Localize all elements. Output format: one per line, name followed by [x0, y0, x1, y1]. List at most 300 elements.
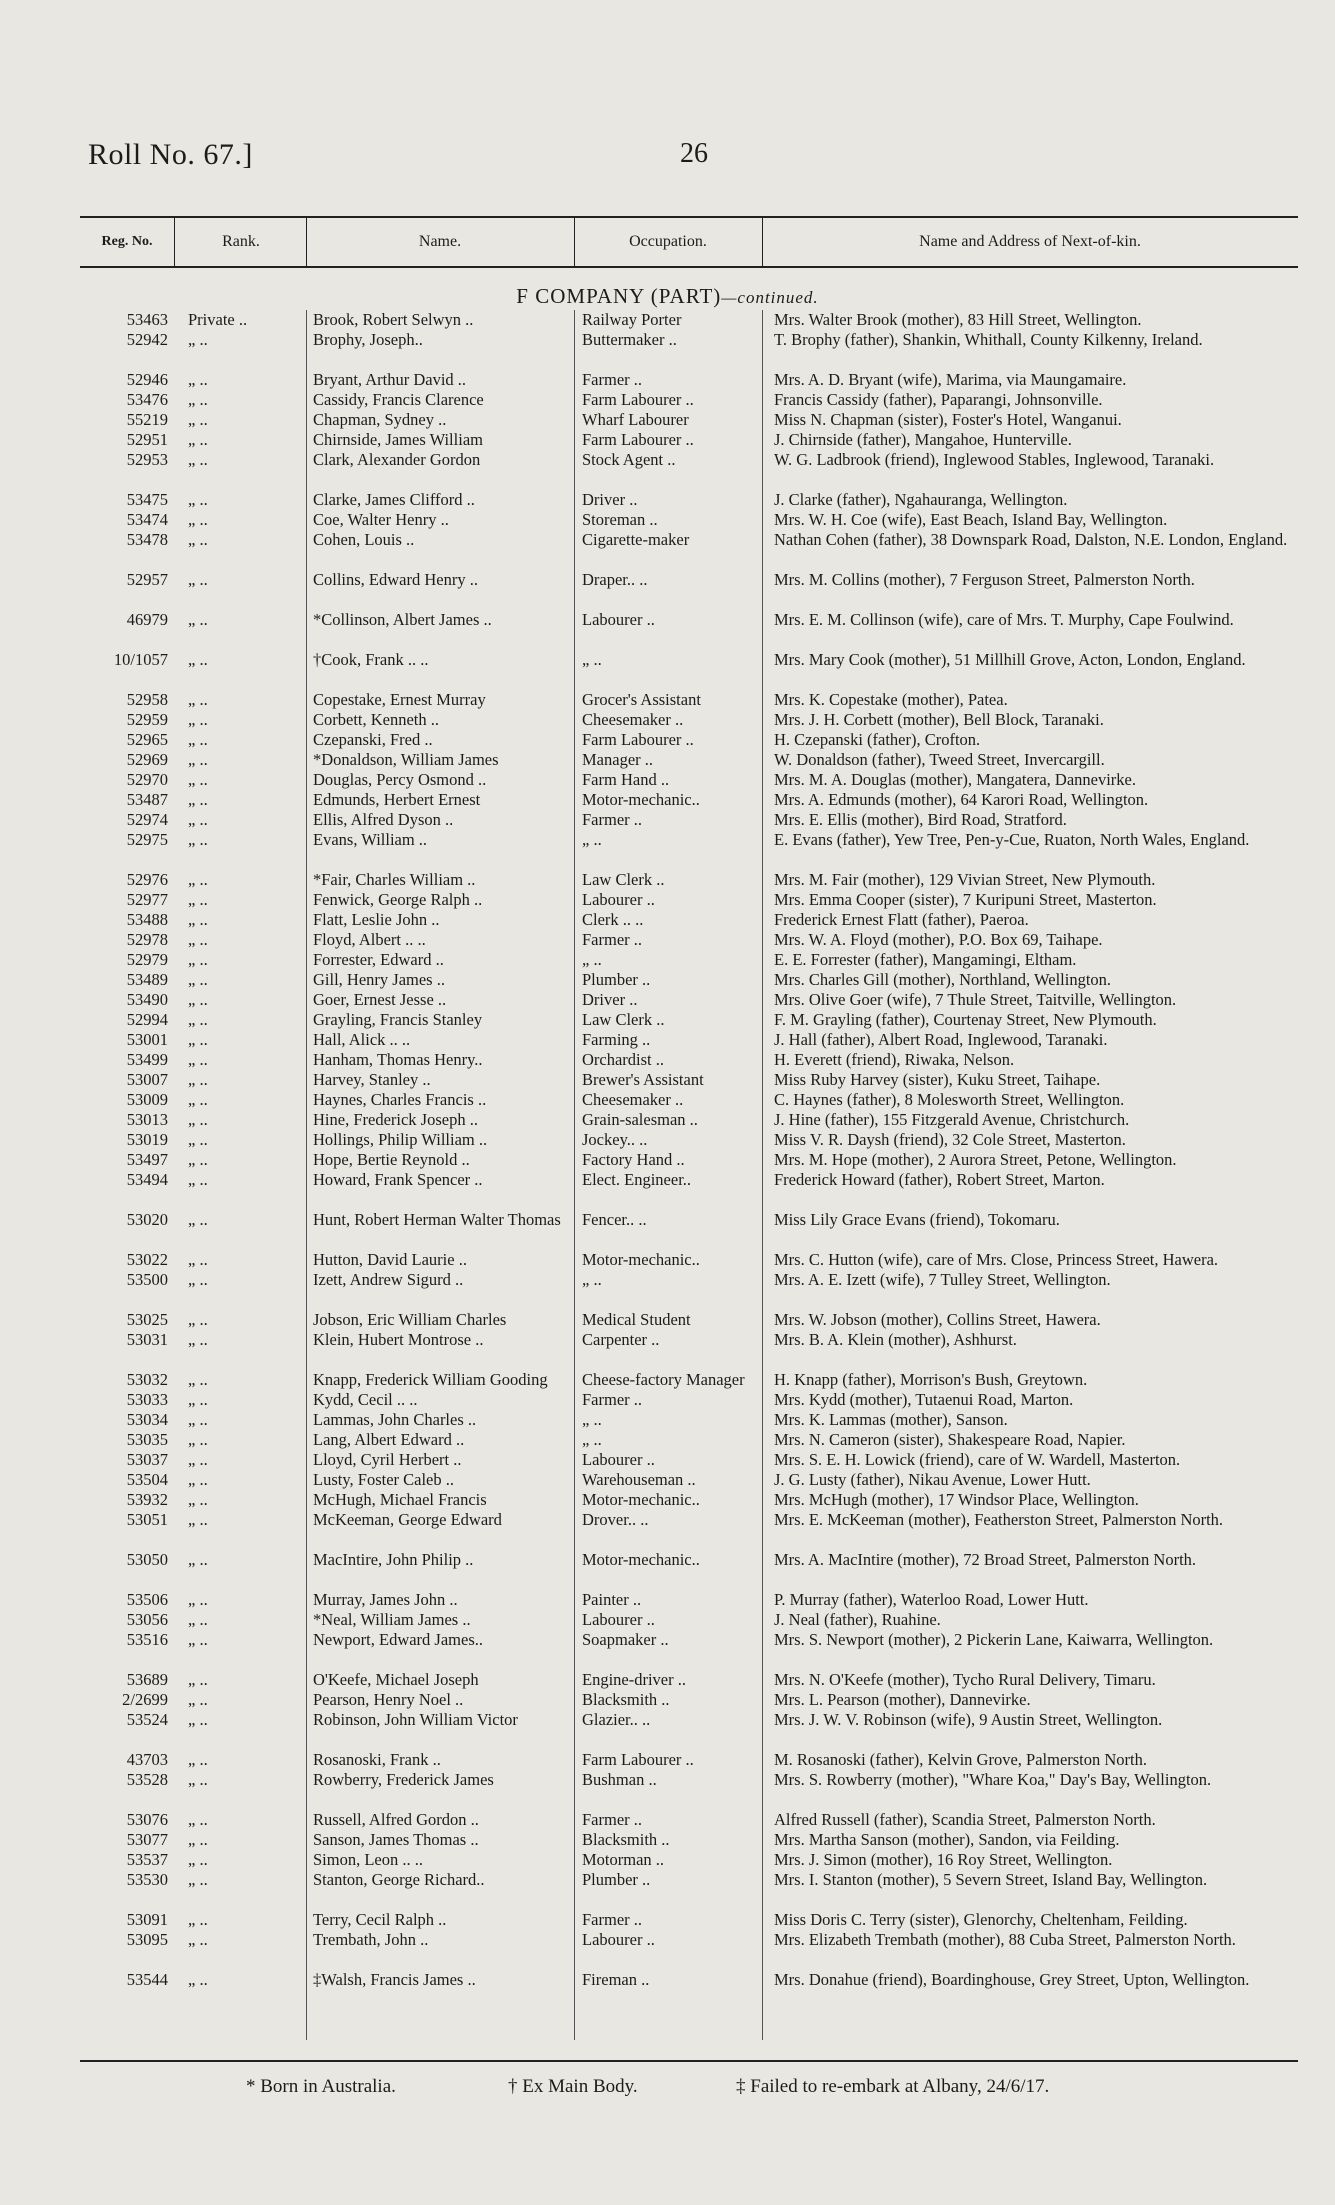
reg-no-cell: 52976 [126, 870, 168, 889]
rank-cell: „ .. [188, 390, 208, 409]
next-of-kin-cell: H. Knapp (father), Morrison's Bush, Greytown. [774, 1370, 1088, 1389]
rank-cell: „ .. [188, 1090, 208, 1109]
reg-no-cell: 53500 [126, 1270, 168, 1289]
next-of-kin-cell: Mrs. S. Rowberry (mother), "Whare Koa," Day's Bay, Wellington. [774, 1770, 1212, 1789]
name-cell: Douglas, Percy Osmond .. [313, 770, 487, 789]
table-row [80, 870, 1298, 890]
next-of-kin-cell: Mrs. S. Newport (mother), 2 Pickerin Lane, Kaiwarra, Wellington. [774, 1630, 1214, 1649]
rank-cell: „ .. [188, 610, 208, 629]
reg-no-cell: 2/2699 [122, 1690, 168, 1709]
next-of-kin-cell: Mrs. S. E. H. Lowick (friend), care of W. Wardell, Masterton. [774, 1450, 1181, 1469]
next-of-kin-cell: Miss Ruby Harvey (sister), Kuku Street, Taihape. [774, 1070, 1101, 1089]
reg-no-cell: 53494 [126, 1170, 168, 1189]
reg-no-cell: 53474 [126, 510, 168, 529]
occupation-cell: Engine-driver .. [582, 1670, 687, 1689]
reg-no-cell: 53488 [126, 910, 168, 929]
rank-cell: „ .. [188, 450, 208, 469]
name-cell: Fenwick, George Ralph .. [313, 890, 483, 909]
rank-cell: „ .. [188, 1050, 208, 1069]
reg-no-cell: 43703 [126, 1750, 168, 1769]
next-of-kin-cell: Mrs. Charles Gill (mother), Northland, Wellington. [774, 970, 1112, 989]
rank-cell: „ .. [188, 1150, 208, 1169]
table-row [80, 1870, 1298, 1910]
occupation-cell: Law Clerk .. [582, 1010, 665, 1029]
occupation-cell: Farmer .. [582, 810, 643, 829]
rank-cell: „ .. [188, 1110, 208, 1129]
table-row [80, 1410, 1298, 1430]
next-of-kin-cell: Miss N. Chapman (sister), Foster's Hotel, Wanganui. [774, 410, 1122, 429]
next-of-kin-cell: Frederick Ernest Flatt (father), Paeroa. [774, 910, 1029, 929]
next-of-kin-cell: Mrs. B. A. Klein (mother), Ashhurst. [774, 1330, 1017, 1349]
occupation-cell: Railway Porter [582, 310, 682, 329]
next-of-kin-cell: Mrs. A. Edmunds (mother), 64 Karori Road, Wellington. [774, 790, 1149, 809]
rank-cell: „ .. [188, 1590, 208, 1609]
rank-cell: „ .. [188, 1170, 208, 1189]
name-cell: Cohen, Louis .. [313, 530, 415, 549]
occupation-cell: Cigarette-maker [582, 530, 690, 549]
table-row [80, 570, 1298, 610]
reg-no-cell: 53091 [126, 1910, 168, 1929]
occupation-cell: Warehouseman .. [582, 1470, 696, 1489]
occupation-cell: Storeman .. [582, 510, 658, 529]
table-row [80, 490, 1298, 510]
reg-no-cell: 53019 [126, 1130, 168, 1149]
rank-cell: „ .. [188, 1130, 208, 1149]
next-of-kin-cell: J. Hine (father), 155 Fitzgerald Avenue, Christchurch. [774, 1110, 1130, 1129]
col-reg-no: Reg. No. [101, 234, 153, 249]
occupation-cell: Cheese-factory Manager [582, 1370, 745, 1389]
rank-cell: „ .. [188, 770, 208, 789]
name-cell: *Fair, Charles William .. [313, 870, 476, 889]
occupation-cell: Farm Labourer .. [582, 1750, 694, 1769]
occupation-cell: Fencer.. .. [582, 1210, 647, 1229]
table-row [80, 1030, 1298, 1050]
next-of-kin-cell: Mrs. Donahue (friend), Boardinghouse, Grey Street, Upton, Wellington. [774, 1970, 1250, 1989]
reg-no-cell: 53530 [126, 1870, 168, 1889]
next-of-kin-cell: Mrs. L. Pearson (mother), Dannevirke. [774, 1690, 1031, 1709]
rank-cell: „ .. [188, 870, 208, 889]
reg-no-cell: 53932 [126, 1490, 168, 1509]
next-of-kin-cell: Francis Cassidy (father), Paparangi, Johnsonville. [774, 390, 1103, 409]
rank-cell: „ .. [188, 1490, 208, 1509]
reg-no-cell: 53476 [126, 390, 168, 409]
reg-no-cell: 53463 [126, 310, 168, 329]
name-cell: Chapman, Sydney .. [313, 410, 447, 429]
occupation-cell: Motor-mechanic.. [582, 1490, 700, 1509]
name-cell: Edmunds, Herbert Ernest [313, 790, 481, 809]
next-of-kin-cell: Mrs. M. A. Douglas (mother), Mangatera, Dannevirke. [774, 770, 1136, 789]
table-row [80, 790, 1298, 810]
table-row [80, 530, 1298, 570]
occupation-cell: Stock Agent .. [582, 450, 676, 469]
name-cell: Kydd, Cecil .. .. [313, 1390, 418, 1409]
name-cell: ‡Walsh, Francis James .. [313, 1970, 476, 1989]
col-name: Name. [418, 233, 462, 250]
reg-no-cell: 53544 [126, 1970, 168, 1989]
occupation-cell: Jockey.. .. [582, 1130, 648, 1149]
next-of-kin-cell: Mrs. K. Lammas (mother), Sanson. [774, 1410, 1008, 1429]
rank-cell: „ .. [188, 510, 208, 529]
name-cell: McKeeman, George Edward [313, 1510, 502, 1529]
occupation-cell: Farm Hand .. [582, 770, 670, 789]
table-row [80, 1150, 1298, 1170]
occupation-cell: Blacksmith .. [582, 1830, 670, 1849]
next-of-kin-cell: Mrs. E. M. Collinson (wife), care of Mrs. T. Murphy, Cape Foulwind. [774, 610, 1234, 629]
reg-no-cell: 53478 [126, 530, 168, 549]
occupation-cell: Motor-mechanic.. [582, 1250, 700, 1269]
reg-no-cell: 53506 [126, 1590, 168, 1609]
reg-no-cell: 53490 [126, 990, 168, 1009]
name-cell: Lang, Albert Edward .. [313, 1430, 465, 1449]
reg-no-cell: 52974 [126, 810, 168, 829]
name-cell: McHugh, Michael Francis [313, 1490, 487, 1509]
rank-cell: „ .. [188, 1210, 208, 1229]
occupation-cell: Farming .. [582, 1030, 651, 1049]
reg-no-cell: 53076 [126, 1810, 168, 1829]
next-of-kin-cell: Mrs. Olive Goer (wife), 7 Thule Street, Taitville, Wellington. [774, 990, 1177, 1009]
table-row [80, 1450, 1298, 1470]
rank-cell: „ .. [188, 1770, 208, 1789]
name-cell: †Cook, Frank .. .. [313, 650, 429, 669]
name-cell: Brook, Robert Selwyn .. [313, 310, 474, 329]
table-row [80, 1130, 1298, 1150]
name-cell: Rowberry, Frederick James [313, 1770, 494, 1789]
rank-cell: „ .. [188, 950, 208, 969]
name-cell: Hanham, Thomas Henry.. [313, 1050, 483, 1069]
reg-no-cell: 53051 [126, 1510, 168, 1529]
table-row [80, 830, 1298, 870]
next-of-kin-cell: Mrs. M. Collins (mother), 7 Ferguson Street, Palmerston North. [774, 570, 1195, 589]
name-cell: Floyd, Albert .. .. [313, 930, 426, 949]
occupation-cell: Soapmaker .. [582, 1630, 669, 1649]
rank-cell: „ .. [188, 910, 208, 929]
reg-no-cell: 53504 [126, 1470, 168, 1489]
rank-cell: „ .. [188, 1250, 208, 1269]
next-of-kin-cell: Miss Doris C. Terry (sister), Glenorchy, Cheltenham, Feilding. [774, 1910, 1188, 1929]
roll-table-body [80, 310, 1298, 2040]
table-row [80, 1930, 1298, 1970]
name-cell: Grayling, Francis Stanley [313, 1010, 483, 1029]
rank-cell: „ .. [188, 330, 208, 349]
rank-cell: „ .. [188, 1010, 208, 1029]
name-cell: *Neal, William James .. [313, 1610, 471, 1629]
table-row [80, 1850, 1298, 1870]
next-of-kin-cell: Nathan Cohen (father), 38 Downspark Road, Dalston, N.E. London, England. [774, 530, 1288, 549]
next-of-kin-cell: Mrs. W. H. Coe (wife), East Beach, Island Bay, Wellington. [774, 510, 1168, 529]
reg-no-cell: 53022 [126, 1250, 168, 1269]
table-row [80, 310, 1298, 330]
rank-cell: „ .. [188, 370, 208, 389]
table-row [80, 1590, 1298, 1610]
reg-no-cell: 52958 [126, 690, 168, 709]
name-cell: Trembath, John .. [313, 1930, 429, 1949]
next-of-kin-cell: Frederick Howard (father), Robert Street, Marton. [774, 1170, 1105, 1189]
rank-cell: „ .. [188, 1070, 208, 1089]
next-of-kin-cell: Mrs. J. W. V. Robinson (wife), 9 Austin Street, Wellington. [774, 1710, 1163, 1729]
name-cell: Goer, Ernest Jesse .. [313, 990, 447, 1009]
reg-no-cell: 53020 [126, 1210, 168, 1229]
table-row [80, 1670, 1298, 1690]
table-row [80, 730, 1298, 750]
occupation-cell: Fireman .. [582, 1970, 650, 1989]
name-cell: Klein, Hubert Montrose .. [313, 1330, 484, 1349]
rank-cell: „ .. [188, 1470, 208, 1489]
next-of-kin-cell: E. E. Forrester (father), Mangamingi, Eltham. [774, 950, 1077, 969]
reg-no-cell: 53487 [126, 790, 168, 809]
table-row [80, 330, 1298, 370]
table-row [80, 1170, 1298, 1210]
reg-no-cell: 53497 [126, 1150, 168, 1169]
table-row [80, 1770, 1298, 1810]
table-row [80, 1750, 1298, 1770]
rank-cell: „ .. [188, 830, 208, 849]
name-cell: Clark, Alexander Gordon [313, 450, 481, 469]
table-row [80, 390, 1298, 410]
next-of-kin-cell: T. Brophy (father), Shankin, Whithall, County Kilkenny, Ireland. [774, 330, 1203, 349]
name-cell: Hope, Bertie Reynold .. [313, 1150, 470, 1169]
next-of-kin-cell: Mrs. Kydd (mother), Tutaenui Road, Marton. [774, 1390, 1074, 1409]
occupation-cell: Glazier.. .. [582, 1710, 651, 1729]
rank-cell: „ .. [188, 570, 208, 589]
name-cell: Stanton, George Richard.. [313, 1870, 485, 1889]
rank-cell: „ .. [188, 1610, 208, 1629]
rank-cell: „ .. [188, 1910, 208, 1929]
rank-cell: „ .. [188, 650, 208, 669]
table-row [80, 1310, 1298, 1330]
table-row [80, 650, 1298, 690]
name-cell: Murray, James John .. [313, 1590, 458, 1609]
table-row [80, 1210, 1298, 1250]
occupation-cell: „ .. [582, 1410, 602, 1429]
occupation-cell: Labourer .. [582, 610, 655, 629]
next-of-kin-cell: Mrs. W. Jobson (mother), Collins Street, Hawera. [774, 1310, 1101, 1329]
rank-cell: „ .. [188, 430, 208, 449]
roll-title: Roll No. 67.] [88, 138, 253, 171]
table-row [80, 710, 1298, 730]
occupation-cell: „ .. [582, 830, 602, 849]
section-suffix: —continued. [721, 288, 819, 307]
table-row [80, 1330, 1298, 1370]
reg-no-cell: 53537 [126, 1850, 168, 1869]
table-row [80, 1610, 1298, 1630]
name-cell: Jobson, Eric William Charles [313, 1310, 507, 1329]
table-row [80, 1690, 1298, 1710]
occupation-cell: „ .. [582, 1430, 602, 1449]
table-row [80, 1830, 1298, 1850]
rank-cell: „ .. [188, 750, 208, 769]
reg-no-cell: 53013 [126, 1110, 168, 1129]
rank-cell: „ .. [188, 990, 208, 1009]
occupation-cell: Farmer .. [582, 1910, 643, 1929]
reg-no-cell: 46979 [126, 610, 168, 629]
occupation-cell: Labourer .. [582, 1610, 655, 1629]
page-header [88, 138, 1295, 178]
occupation-cell: Elect. Engineer.. [582, 1170, 692, 1189]
name-cell: Russell, Alfred Gordon .. [313, 1810, 479, 1829]
next-of-kin-cell: Mrs. McHugh (mother), 17 Windsor Place, Wellington. [774, 1490, 1139, 1509]
name-cell: Simon, Leon .. .. [313, 1850, 423, 1869]
name-cell: Czepanski, Fred .. [313, 730, 433, 749]
reg-no-cell: 52959 [126, 710, 168, 729]
reg-no-cell: 53499 [126, 1050, 168, 1069]
occupation-cell: Farmer .. [582, 370, 643, 389]
occupation-cell: Motor-mechanic.. [582, 790, 700, 809]
next-of-kin-cell: F. M. Grayling (father), Courtenay Street, New Plymouth. [774, 1010, 1157, 1029]
table-row [80, 1250, 1298, 1270]
name-cell: Lammas, John Charles .. [313, 1410, 477, 1429]
name-cell: Pearson, Henry Noel .. [313, 1690, 464, 1709]
next-of-kin-cell: Mrs. K. Copestake (mother), Patea. [774, 690, 1008, 709]
reg-no-cell: 53516 [126, 1630, 168, 1649]
next-of-kin-cell: Mrs. A. E. Izett (wife), 7 Tulley Street, Wellington. [774, 1270, 1111, 1289]
table-row [80, 1050, 1298, 1070]
rank-cell: „ .. [188, 1930, 208, 1949]
next-of-kin-cell: Mrs. Walter Brook (mother), 83 Hill Street, Wellington. [774, 310, 1142, 329]
reg-no-cell: 53077 [126, 1830, 168, 1849]
table-row [80, 410, 1298, 430]
occupation-cell: Orchardist .. [582, 1050, 665, 1069]
next-of-kin-cell: Mrs. Emma Cooper (sister), 7 Kuripuni Street, Masterton. [774, 890, 1157, 909]
reg-no-cell: 53056 [126, 1610, 168, 1629]
reg-no-cell: 53007 [126, 1070, 168, 1089]
rank-cell: „ .. [188, 1450, 208, 1469]
occupation-cell: „ .. [582, 950, 602, 969]
reg-no-cell: 53031 [126, 1330, 168, 1349]
name-cell: Rosanoski, Frank .. [313, 1750, 441, 1769]
reg-no-cell: 53095 [126, 1930, 168, 1949]
next-of-kin-cell: Mrs. E. McKeeman (mother), Featherston Street, Palmerston North. [774, 1510, 1224, 1529]
reg-no-cell: 52951 [126, 430, 168, 449]
footer-rule [80, 2060, 1298, 2062]
reg-no-cell: 53489 [126, 970, 168, 989]
col-next-of-kin: Name and Address of Next-of-kin. [919, 233, 1141, 250]
reg-no-cell: 53001 [126, 1030, 168, 1049]
rank-cell: „ .. [188, 970, 208, 989]
rank-cell: „ .. [188, 1330, 208, 1349]
occupation-cell: Farmer .. [582, 1390, 643, 1409]
occupation-cell: Plumber .. [582, 970, 651, 989]
name-cell: Sanson, James Thomas .. [313, 1830, 479, 1849]
rank-cell: „ .. [188, 1830, 208, 1849]
next-of-kin-cell: Mrs. J. Simon (mother), 16 Roy Street, Wellington. [774, 1850, 1113, 1869]
occupation-cell: Brewer's Assistant [582, 1070, 704, 1089]
occupation-cell: Labourer .. [582, 1930, 655, 1949]
next-of-kin-cell: Mrs. W. A. Floyd (mother), P.O. Box 69, Taihape. [774, 930, 1103, 949]
table-row [80, 1810, 1298, 1830]
occupation-cell: Driver .. [582, 990, 638, 1009]
name-cell: Bryant, Arthur David .. [313, 370, 467, 389]
rank-cell: „ .. [188, 1430, 208, 1449]
section-name: F COMPANY (PART) [516, 284, 722, 308]
reg-no-cell: 52977 [126, 890, 168, 909]
rank-cell: „ .. [188, 1390, 208, 1409]
rank-cell: Private .. [188, 310, 248, 329]
table-row [80, 610, 1298, 650]
reg-no-cell: 53033 [126, 1390, 168, 1409]
occupation-cell: Clerk .. .. [582, 910, 644, 929]
next-of-kin-cell: Mrs. N. O'Keefe (mother), Tycho Rural Delivery, Timaru. [774, 1670, 1156, 1689]
reg-no-cell: 52975 [126, 830, 168, 849]
rank-cell: „ .. [188, 1550, 208, 1569]
next-of-kin-cell: E. Evans (father), Yew Tree, Pen-y-Cue, Ruaton, North Wales, England. [774, 830, 1250, 849]
next-of-kin-cell: J. Neal (father), Ruahine. [774, 1610, 941, 1629]
name-cell: Hutton, David Laurie .. [313, 1250, 467, 1269]
occupation-cell: Factory Hand .. [582, 1150, 685, 1169]
next-of-kin-cell: Mrs. M. Fair (mother), 129 Vivian Street, New Plymouth. [774, 870, 1156, 889]
next-of-kin-cell: Miss Lily Grace Evans (friend), Tokomaru. [774, 1210, 1060, 1229]
table-row [80, 370, 1298, 390]
name-cell: Knapp, Frederick William Gooding [313, 1370, 548, 1389]
next-of-kin-cell: Mrs. I. Stanton (mother), 5 Severn Street, Island Bay, Wellington. [774, 1870, 1208, 1889]
reg-no-cell: 53524 [126, 1710, 168, 1729]
col-rank: Rank. [222, 233, 260, 250]
table-row [80, 1510, 1298, 1550]
name-cell: Evans, William .. [313, 830, 428, 849]
table-row [80, 450, 1298, 490]
next-of-kin-cell: Mrs. Mary Cook (mother), 51 Millhill Grove, Acton, London, England. [774, 650, 1246, 669]
name-cell: Chirnside, James William [313, 430, 483, 449]
rank-cell: „ .. [188, 1310, 208, 1329]
reg-no-cell: 52957 [126, 570, 168, 589]
table-row [80, 1110, 1298, 1130]
reg-no-cell: 53689 [126, 1670, 168, 1689]
rank-cell: „ .. [188, 1710, 208, 1729]
next-of-kin-cell: Mrs. Martha Sanson (mother), Sandon, via Feilding. [774, 1830, 1120, 1849]
reg-no-cell: 52979 [126, 950, 168, 969]
name-cell: Terry, Cecil Ralph .. [313, 1910, 447, 1929]
next-of-kin-cell: Mrs. J. H. Corbett (mother), Bell Block, Taranaki. [774, 710, 1104, 729]
rank-cell: „ .. [188, 790, 208, 809]
table-row [80, 1390, 1298, 1410]
occupation-cell: Manager .. [582, 750, 654, 769]
rank-cell: „ .. [188, 1410, 208, 1429]
table-row [80, 750, 1298, 770]
reg-no-cell: 52994 [126, 1010, 168, 1029]
name-cell: Hollings, Philip William .. [313, 1130, 488, 1149]
rank-cell: „ .. [188, 1670, 208, 1689]
rank-cell: „ .. [188, 1630, 208, 1649]
reg-no-cell: 53034 [126, 1410, 168, 1429]
occupation-cell: „ .. [582, 650, 602, 669]
name-cell: Collins, Edward Henry .. [313, 570, 478, 589]
occupation-cell: Blacksmith .. [582, 1690, 670, 1709]
next-of-kin-cell: Mrs. Elizabeth Trembath (mother), 88 Cuba Street, Palmerston North. [774, 1930, 1236, 1949]
reg-no-cell: 53528 [126, 1770, 168, 1789]
name-cell: Hunt, Robert Herman Walter Thomas [313, 1210, 561, 1229]
occupation-cell: Plumber .. [582, 1870, 651, 1889]
table-header [80, 216, 1298, 268]
table-row [80, 1070, 1298, 1090]
table-row [80, 990, 1298, 1010]
table-row [80, 1010, 1298, 1030]
rank-cell: „ .. [188, 1810, 208, 1829]
reg-no-cell: 53032 [126, 1370, 168, 1389]
section-title [0, 284, 1335, 309]
reg-no-cell: 52969 [126, 750, 168, 769]
reg-no-cell: 53025 [126, 1310, 168, 1329]
occupation-cell: Carpenter .. [582, 1330, 660, 1349]
next-of-kin-cell: W. Donaldson (father), Tweed Street, Invercargill. [774, 750, 1105, 769]
table-row [80, 1550, 1298, 1590]
table-row [80, 1710, 1298, 1750]
rank-cell: „ .. [188, 1750, 208, 1769]
table-row [80, 510, 1298, 530]
occupation-cell: Drover.. .. [582, 1510, 649, 1529]
name-cell: Robinson, John William Victor [313, 1710, 518, 1729]
rank-cell: „ .. [188, 1030, 208, 1049]
table-row [80, 1090, 1298, 1110]
occupation-cell: Labourer .. [582, 1450, 655, 1469]
